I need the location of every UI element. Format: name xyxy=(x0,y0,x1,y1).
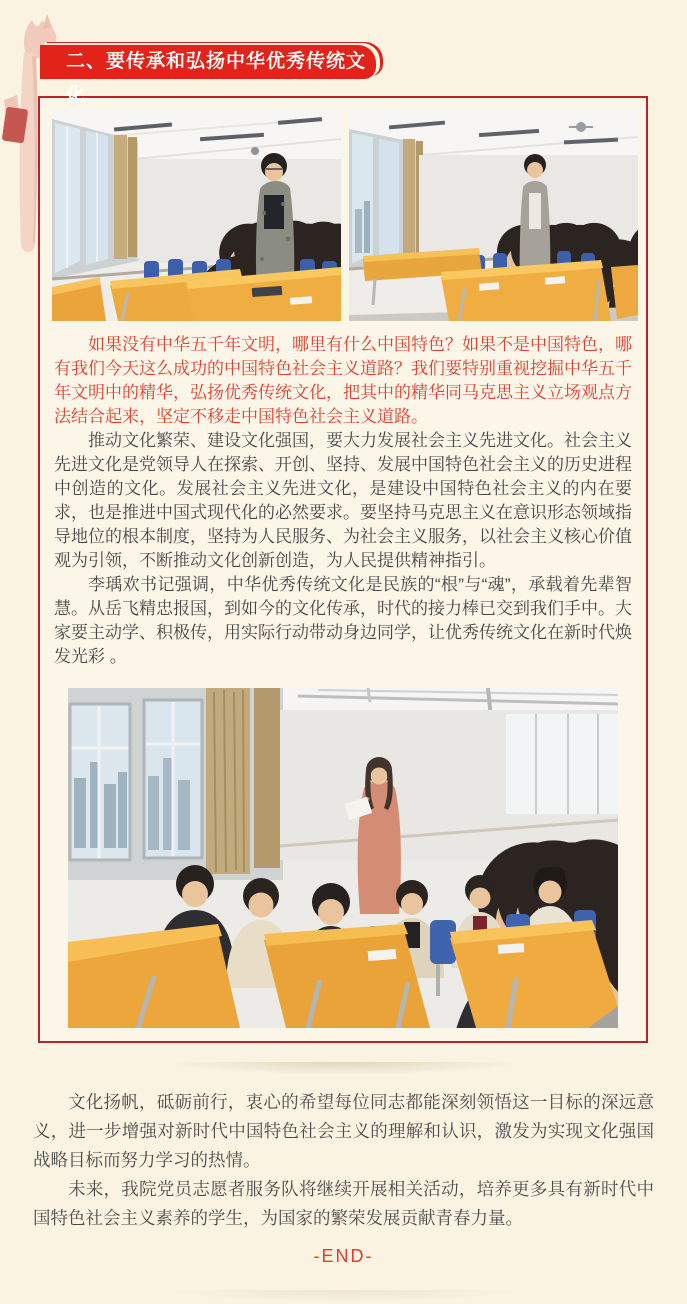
curtain xyxy=(403,139,415,257)
footer-paragraph-2: 未来，我院党员志愿者服务队将继续开展相关活动，培养更多具有新时代中国特色社会主义素养的学生，为国家的繁荣发展贡献青春力量。 xyxy=(33,1179,654,1228)
section-title: 二、要传承和弘扬中华优秀传统文化 xyxy=(66,51,367,106)
photo-row xyxy=(52,109,634,321)
paragraph-secretary: 李瑀欢书记强调，中华优秀传统文化是民族的“根”与“魂”，承载着先辈智慧。从岳飞精忠报国，到如今的文化传承，时代的接力棒已交到我们手中。大家要主动学、积极传，用实际行动带动身边同学，让优秀传统文化在新时代焕发光彩 。 xyxy=(54,575,632,666)
section-shadow-top xyxy=(114,1062,574,1078)
article-text xyxy=(54,333,632,669)
section-banner xyxy=(40,45,376,106)
paragraph-quote: 如果没有中华五千年文明，哪里有什么中国特色？如果不是中国特色，哪有我们今天这么成功的中国特色社会主义道路？我们要特别重视挖掘中华五千年文明中的精华，弘扬优秀传统文化，把其中的精华同马克思主义立场观点方法结合起来，坚定不移走中国特色社会主义道路。 xyxy=(54,335,632,426)
statue-spike xyxy=(43,14,52,29)
footer-paragraph-1: 文化扬帆，砥砺前行，衷心的希望每位同志都能深刻领悟这一目标的深远意义，进一步增强对新时代中国特色社会主义的理解和认识，激发为实现文化强国战略目标而努力学习的热情。 xyxy=(33,1092,654,1170)
desks xyxy=(68,920,618,1028)
content-box xyxy=(38,96,648,1043)
footer-section xyxy=(33,1088,654,1267)
classroom-photo-right xyxy=(349,109,638,321)
classroom-photo-left xyxy=(52,109,341,321)
classroom-photo-large xyxy=(68,688,618,1028)
paragraph-culture: 推动文化繁荣、建设文化强国，要大力发展社会主义先进文化。社会主义先进文化是党领导人在探索、开创、坚持、发展中国特色社会主义的历史进程中创造的文化。发展社会主义先进文化，是建设中国特色社会主义的内在要求，也是推进中国式现代化的必然要求。要坚持马克思主义在意识形态领域指导地位的根本制度，坚持为人民服务、为社会主义服务，以社会主义核心价值观为引领，不断推动文化创新创造，为人民提供精神指引。 xyxy=(54,431,632,570)
right-window xyxy=(506,714,618,814)
end-marker: -END- xyxy=(313,1246,374,1266)
curtain xyxy=(114,135,127,259)
section-shadow-bottom xyxy=(114,1290,574,1304)
